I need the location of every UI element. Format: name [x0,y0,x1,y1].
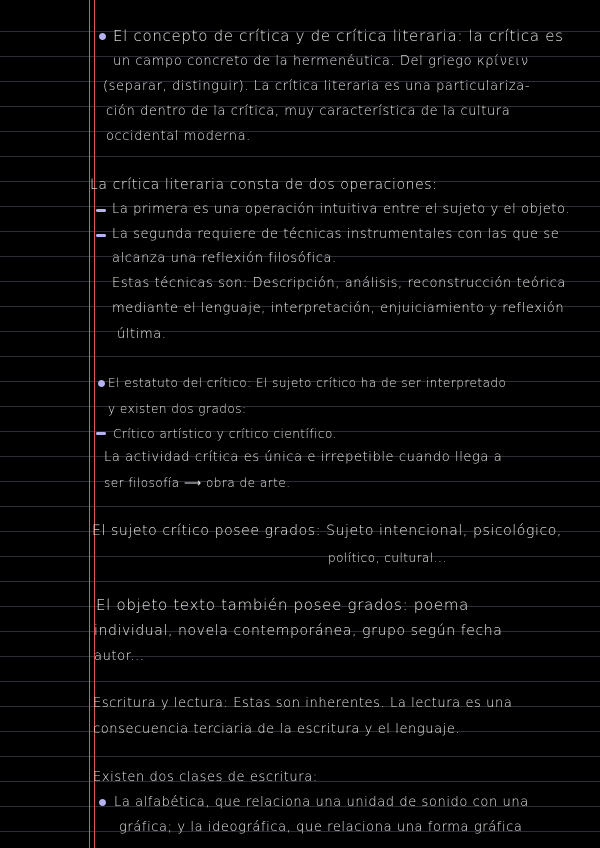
note-line: (separar, distinguir). La crítica literaria es una particulariza- [103,79,531,94]
note-line: Existen dos clases de escritura: [93,770,318,785]
margin-line [89,0,90,848]
note-line: La crítica literaria consta de dos operaciones: [90,177,438,193]
note-line: y existen dos grados: [108,402,247,416]
note-line: gráfica; y la ideográfica, que relaciona una forma gráfica [119,820,523,835]
note-line: Crítico artístico y crítico científico. [113,427,337,441]
note-line: Escritura y lectura: Estas son inherentes. La lectura es una [93,696,513,711]
note-line: occidental moderna. [106,129,251,144]
note-line: La actividad crítica es única e irrepetible cuando llega a [104,450,503,465]
note-line: ción dentro de la crítica, muy característica de la cultura [106,104,511,119]
bullet-dash [96,209,106,212]
note-line: El objeto texto también posee grados: poema [96,596,470,614]
note-line: última. [117,327,167,342]
note-line: El concepto de crítica y de crítica literaria: la crítica es [113,27,564,45]
note-line: alcanza una reflexión filosófica. [112,251,337,266]
note-line: La primera es una operación intuitiva entre el sujeto y el objeto. [112,202,571,217]
note-line: La segunda requiere de técnicas instrumentales con las que se [112,227,560,242]
note-line: Estas técnicas son: Descripción, análisis, reconstrucción teórica [112,276,566,291]
note-line: político, cultural... [328,551,447,565]
bullet-dot [98,380,105,387]
bullet-dot [99,33,106,40]
note-line: mediante el lenguaje, interpretación, enjuiciamiento y reflexión [112,301,565,316]
note-line: consecuencia terciaria de la escritura y el lenguaje. [93,722,461,737]
note-line: un campo concreto de la hermenéutica. Del griego κρίνειν [113,54,529,69]
note-line: El sujeto crítico posee grados: Sujeto intencional, psicológico, [92,523,562,539]
bullet-dot [99,799,106,806]
note-line: individual, novela contemporánea, grupo según fecha [94,623,503,639]
bullet-dash [96,432,106,435]
note-line: ser filosofía ⟶ obra de arte. [104,476,291,490]
bullet-dash [96,234,106,237]
note-line: El estatuto del crítico: El sujeto crítico ha de ser interpretado [108,376,507,390]
note-line: La alfabética, que relaciona una unidad de sonido con una [114,795,529,810]
note-line: autor... [94,649,145,664]
